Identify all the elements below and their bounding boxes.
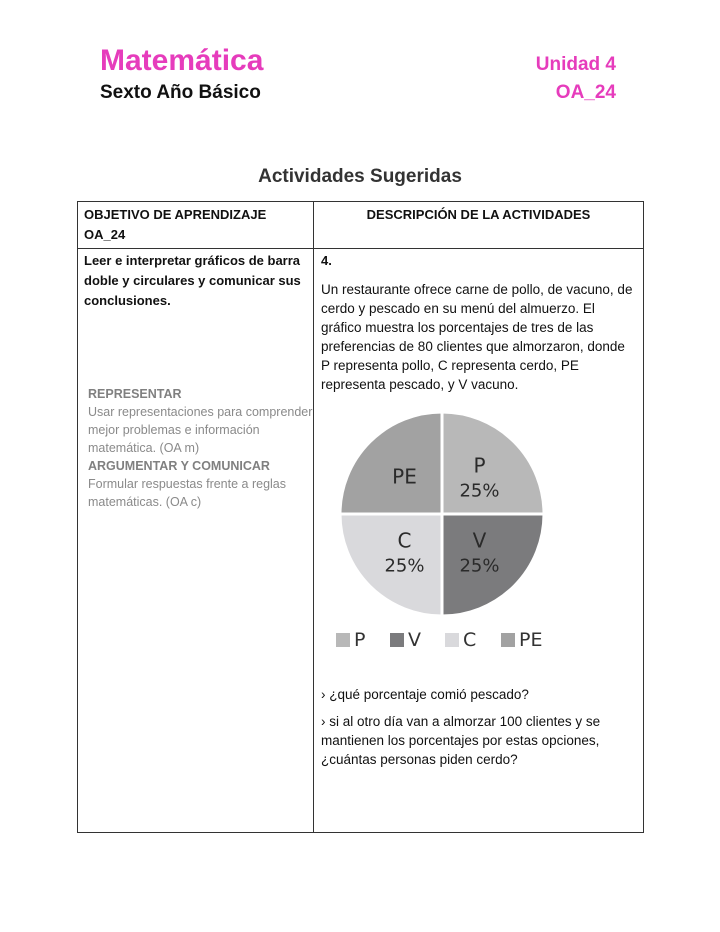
activity-text: Un restaurante ofrece carne de pollo, de vacuno, de cerdo y pescado en su menú del almuerzo. El gráfico muestra los porcentajes de tres de las preferencias de 80 clientes que almorzaron, donde P representa pollo, C representa cerdo, PE representa pescado, y V vacuno. xyxy=(321,282,633,392)
skill-title: REPRESENTAR xyxy=(88,387,182,401)
skill-title: ARGUMENTAR Y COMUNICAR xyxy=(88,459,270,473)
pie-label-c: C xyxy=(397,528,412,553)
pie-chart-container xyxy=(314,410,643,680)
pie-value-c: 25% xyxy=(384,555,425,577)
legend-label-pe: PE xyxy=(519,629,543,651)
legend-label-c: C xyxy=(463,629,477,651)
legend-swatch-c xyxy=(445,633,459,647)
table-row xyxy=(78,249,644,833)
section-title: Actividades Sugeridas xyxy=(258,166,462,187)
subject-title: Matemática xyxy=(100,44,264,77)
pie-label-p: P xyxy=(473,453,486,478)
header-objective: OBJETIVO DE APRENDIZAJE OA_24 xyxy=(78,202,314,249)
header-description: DESCRIPCIÓN DE LA ACTIVIDADES xyxy=(314,202,644,249)
objective-text: Leer e interpretar gráficos de barra doble y circulares y comunicar sus conclusiones. xyxy=(84,253,301,308)
question-2: › si al otro día van a almorzar 100 clientes y se mantienen los porcentajes por estas opciones, ¿cuántas personas piden cerdo? xyxy=(321,714,601,767)
legend-label-p: P xyxy=(354,629,366,651)
legend-swatch-pe xyxy=(501,633,515,647)
pie-label-v: V xyxy=(472,528,487,553)
unit-label: Unidad 4 xyxy=(535,54,616,75)
pie-value-v: 25% xyxy=(459,555,500,577)
skill-description: Formular respuestas frente a reglas matemáticas. (OA c) xyxy=(88,477,287,509)
grade-title: Sexto Año Básico xyxy=(100,82,261,103)
legend-swatch-v xyxy=(390,633,404,647)
table-header-row xyxy=(78,202,644,249)
pie-slice-pe xyxy=(340,412,442,514)
legend-swatch-p xyxy=(336,633,350,647)
activities-table xyxy=(77,201,644,833)
question-1: › ¿qué porcentaje comió pescado? xyxy=(321,687,529,702)
description-cell xyxy=(314,249,644,833)
legend-label-v: V xyxy=(408,629,421,651)
skills-block xyxy=(88,385,313,511)
pie-label-pe: PE xyxy=(392,464,417,489)
activity-number: 4. xyxy=(321,253,332,268)
oa-label: OA_24 xyxy=(555,82,616,103)
pie-chart xyxy=(314,410,657,680)
pie-value-p: 25% xyxy=(459,480,500,502)
skill-description: Usar representaciones para comprender mejor problemas e información matemática. (OA m) xyxy=(88,405,313,455)
objective-cell xyxy=(78,249,314,833)
